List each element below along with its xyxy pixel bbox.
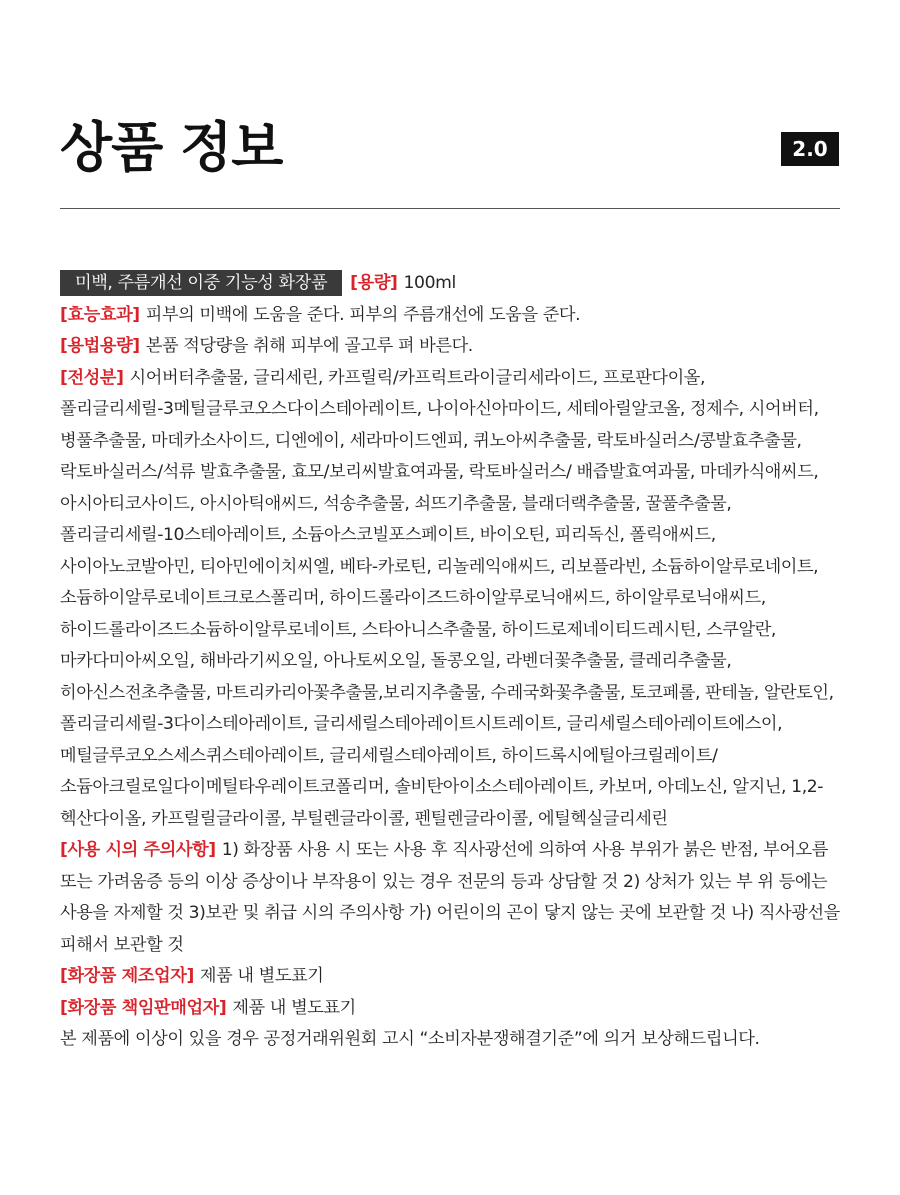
effect-value: 피부의 미백에 도움을 준다. 피부의 주름개선에 도움을 준다. [145, 304, 581, 325]
ingredients-label: [전성분] [60, 367, 124, 388]
badge-line [60, 268, 840, 300]
caution-value: 1) 화장품 사용 시 또는 사용 후 직사광선에 의하여 사용 부위가 붉은 반점, 부어오름 또는 가려움증 등의 이상 증상이나 부작용이 있는 경우 전문의 등과 상담할 것 2) 상처가 있는 부 위 등에는 사용을 자제할 것 3)보관 및 취급 시의 주의사항 가) 어린이의 곤이 닿지 않는 곳에 보관할 것 나) 직사광선을 피해서 보관할 것 [60, 840, 840, 955]
maker-value: 제품 내 별도표기 [199, 966, 324, 986]
title-divider [60, 208, 840, 209]
ingredients-line [60, 363, 840, 836]
version-badge: 2.0 [781, 132, 839, 166]
ingredients-value: 시어버터추출물, 글리세린, 카프릴릭/카프릭트라이글리세라이드, 프로판다이올, 폴리글리세릴-3메틸글루코오스다이스테아레이트, 나이아신아마이드, 세테아릴알코올, 정제수, 시어버터, 병풀추출물, 마데카소사이드, 디엔에이, 세라마이드엔피, 퀴노아씨추출물, 락토바실러스/콩발효추출물, 락토바실러스/석류 발효추출물, 효모/보리씨발효여과물, 락토바실러스/ 배즙발효여과물, 마데카식애씨드, 아시아티코사이드, 아시아틱애씨드, 석송추출물, 쇠뜨기추출물, 블래더랙추출물, 꿀풀추출물, 폴리글리세릴-10스테아레이트, 소듐아스코빌포스페이트, 바이오틴, 피리독신, 폴릭애씨드, 사이아노코발아민, 티아민에이치씨엘, 베타-카로틴, 리놀레익애씨드, 리보플라빈, 소듐하이알루로네이트, 소듐하이알루로네이트크로스폴리머, 하이드롤라이즈드하이알루로닉애씨드, 하이알루로닉애씨드, 하이드롤라이즈드소듐하이알루로네이트, 스타아니스추출물, 하이드로제네이티드레시틴, 스쿠알란, 마카다미아씨오일, 해바라기씨오일, 아나토씨오일, 돌콩오일, 라벤더꽃추출물, 클레리추출물, 히아신스전초추출물, 마트리카리아꽃추출물,보리지추출물, 수레국화꽃추출물, 토코페롤, 판테놀, 알란토인, 폴리글리세릴-3다이스테아레이트, 글리세릴스테아레이트시트레이트, 글리세릴스테아레이트에스이, 메틸글루코오스세스퀴스테아레이트, 글리세릴스테아레이트, 하이드록시에틸아크릴레이트/소듐아크릴로일다이메틸타우레이트코폴리머, 솔비탄아이소스테아레이트, 카보머, 아데노신, 알지닌, 1,2-헥산다이올, 카프릴릴글라이콜, 부틸렌글라이콜, 펜틸렌글라이콜, 에틸헥실글리세린 [60, 367, 834, 829]
volume-value: 100ml [403, 273, 456, 293]
caution-line [60, 835, 840, 961]
volume-label: [용량] [350, 273, 398, 293]
usage-label: [용법용량] [60, 336, 140, 356]
seller-value: 제품 내 별도표기 [232, 997, 356, 1018]
maker-line [60, 961, 840, 993]
page-title: 상품 정보 [60, 116, 283, 179]
notice-line: 본 제품에 이상이 있을 경우 공정거래위원회 고시 “소비자분쟁해결기준”에 의거 보상해드립니다. [60, 1029, 760, 1049]
effect-label: [효능효과] [60, 304, 140, 325]
function-badge: 미백, 주름개선 이중 기능성 화장품 [60, 270, 342, 296]
effect-line [60, 300, 840, 332]
maker-label: [화장품 제조업자] [60, 966, 194, 986]
seller-line [60, 993, 840, 1025]
usage-value: 본품 적당량을 취해 피부에 골고루 펴 바른다. [145, 336, 473, 356]
usage-line [60, 331, 840, 363]
product-info-content [60, 268, 840, 1056]
seller-label: [화장품 책임판매업자] [60, 997, 227, 1018]
caution-label: [사용 시의 주의사항] [60, 840, 216, 860]
